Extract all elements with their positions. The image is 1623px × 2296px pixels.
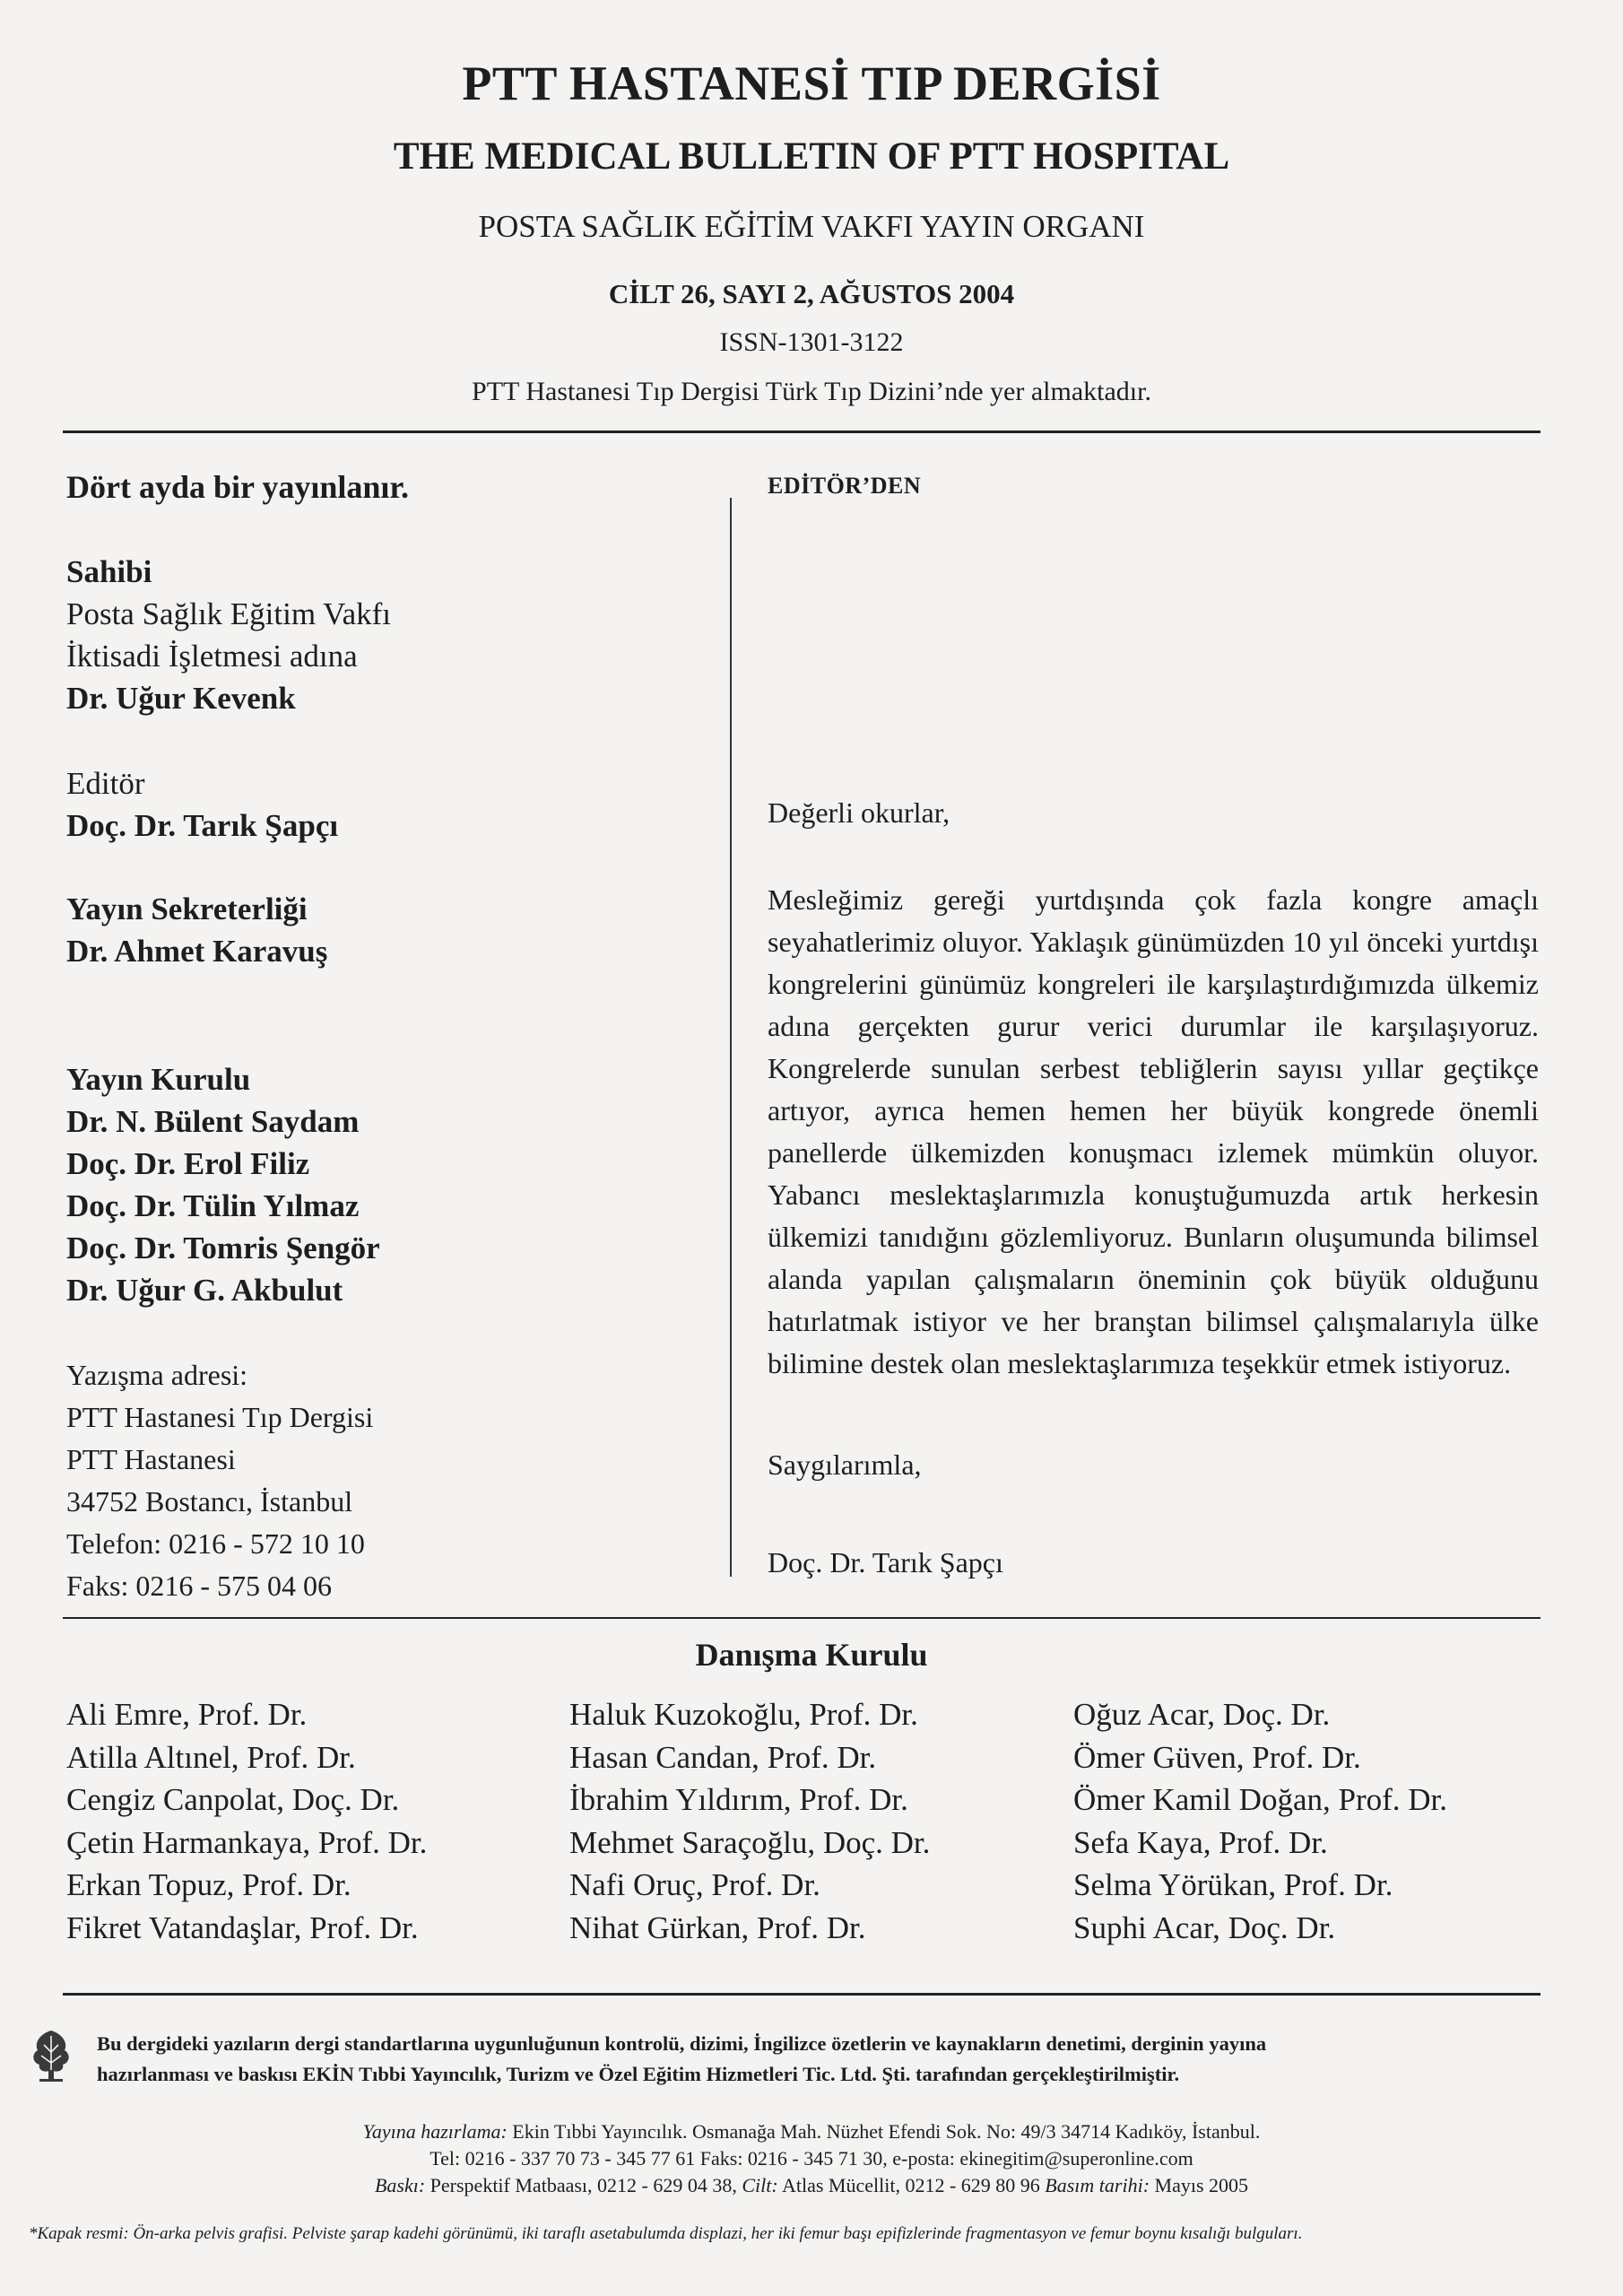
address-heading: Yazışma adresi: <box>66 1359 248 1391</box>
board-member: Doç. Dr. Erol Filiz <box>66 1146 310 1181</box>
advisor-entry: Selma Yörükan, Prof. Dr. <box>1073 1867 1393 1902</box>
bind-label: Cilt: <box>742 2174 778 2196</box>
publisher-tree-logo-icon <box>27 2027 75 2084</box>
advisor-entry: Çetin Harmankaya, Prof. Dr. <box>66 1824 428 1860</box>
advisor-entry: Nafi Oruç, Prof. Dr. <box>569 1867 820 1902</box>
owner-block <box>66 551 712 719</box>
advisor-entry: Ömer Kamil Doğan, Prof. Dr. <box>1073 1782 1448 1817</box>
header-divider <box>63 430 1541 433</box>
owner-name: Dr. Uğur Kevenk <box>66 681 296 716</box>
editorial-greeting: Değerli okurlar, <box>768 796 950 829</box>
journal-title-tr: PTT HASTANESİ TIP DERGİSİ <box>462 57 1161 110</box>
publisher-note-line: Bu dergideki yazıların dergi standartlarına uygunluğunun kontrolü, dizimi, İngilizce özetlerin ve kaynakların denetimi, derginin yayına <box>97 2032 1267 2055</box>
advisory-board-title: Danışma Kurulu <box>695 1637 928 1673</box>
footer-divider <box>63 1993 1541 1996</box>
address-fax: Faks: 0216 - 575 04 06 <box>66 1570 332 1602</box>
publisher-note-line: hazırlanması ve baskısı EKİN Tıbbi Yayıncılık, Turizm ve Özel Eğitim Hizmetleri Tic. Ltd. Şti. tarafından gerçekleştirilmiştir. <box>97 2063 1180 2085</box>
bind-value: Atlas Mücellit, 0212 - 629 80 96 <box>781 2174 1040 2196</box>
advisory-column-3 <box>1073 1693 1447 1949</box>
issn: ISSN-1301-3122 <box>719 327 904 357</box>
address-line: PTT Hastanesi Tıp Dergisi <box>66 1401 374 1433</box>
advisor-entry: Cengiz Canpolat, Doç. Dr. <box>66 1782 400 1817</box>
secretariat-block <box>66 888 712 972</box>
advisor-entry: Erkan Topuz, Prof. Dr. <box>66 1867 352 1902</box>
address-phone: Telefon: 0216 - 572 10 10 <box>66 1527 365 1560</box>
editor-block <box>66 762 712 847</box>
print-credit <box>0 2172 1623 2199</box>
publishing-organ: POSTA SAĞLIK EĞİTİM VAKFI YAYIN ORGANI <box>478 209 1145 244</box>
prep-credit <box>0 2118 1623 2145</box>
advisor-entry: Sefa Kaya, Prof. Dr. <box>1073 1824 1328 1860</box>
advisor-entry: Nihat Gürkan, Prof. Dr. <box>569 1909 866 1945</box>
publication-frequency: Dört ayda bir yayınlanır. <box>66 469 410 505</box>
column-divider <box>730 498 732 1577</box>
print-value: Perspektif Matbaası, 0212 - 629 04 38, <box>430 2174 737 2196</box>
date-label: Basım tarihi: <box>1045 2174 1150 2196</box>
address-line: PTT Hastanesi <box>66 1443 236 1475</box>
production-credits <box>0 2118 1623 2199</box>
editorial-board-block <box>66 1058 712 1311</box>
editorial-signature: Doç. Dr. Tarık Şapçı <box>768 1546 1003 1578</box>
issue-info: CİLT 26, SAYI 2, AĞUSTOS 2004 <box>608 278 1015 309</box>
correspondence-address <box>66 1354 712 1607</box>
advisor-entry: Mehmet Saraçoğlu, Doç. Dr. <box>569 1824 931 1860</box>
address-line: 34752 Bostancı, İstanbul <box>66 1485 353 1518</box>
advisor-entry: Fikret Vatandaşlar, Prof. Dr. <box>66 1909 419 1945</box>
board-member: Dr. Uğur G. Akbulut <box>66 1273 343 1308</box>
owner-line: Posta Sağlık Eğitim Vakfı <box>66 596 391 631</box>
editorial-body: Mesleğimiz gereği yurtdışında çok fazla kongre amaçlı seyahatlerimiz oluyor. Yaklaşık günümüzden 10 yıl önceki yurtdışı kongrelerini günümüz kongreleri ile karşılaştırdığımızda ülkemiz adına gerçekten gurur verici durumlar ile karşılaşıyoruz. Kongrelerde sunulan serbest tebliğlerin sayısı yıllar geçtikçe artıyor, ayrıca hemen hemen her büyük kongrede önemli panellerde ülkemizden konuşmacı izlemek mümkün oluyor. Yabancı meslektaşlarımızla konuştuğumuzda artık herkesin ülkemizi tanıdığını gözlemliyoruz. Bunların oluşumunda bilimsel alanda yapılan çalışmaların öneminin çok büyük olduğunu hatırlatmak istiyor ve her branştan bilimsel çalışmalarıyla ülke bilimine destek olan meslektaşlarımıza teşekkür etmek istiyoruz. <box>768 883 1539 1379</box>
advisory-column-1 <box>66 1693 427 1949</box>
editorial-heading: EDİTÖR’DEN <box>768 473 922 499</box>
advisor-entry: Oğuz Acar, Doç. Dr. <box>1073 1697 1331 1732</box>
advisory-divider <box>63 1617 1541 1619</box>
board-member: Dr. N. Bülent Saydam <box>66 1104 360 1139</box>
advisor-entry: Ali Emre, Prof. Dr. <box>66 1697 308 1732</box>
advisor-entry: Ömer Güven, Prof. Dr. <box>1073 1739 1361 1775</box>
board-member: Doç. Dr. Tomris Şengör <box>66 1231 380 1265</box>
owner-line: İktisadi İşletmesi adına <box>66 639 358 674</box>
publisher-note <box>97 2029 1532 2090</box>
advisor-entry: İbrahim Yıldırım, Prof. Dr. <box>569 1782 908 1817</box>
board-member: Doç. Dr. Tülin Yılmaz <box>66 1188 360 1223</box>
owner-heading: Sahibi <box>66 554 152 589</box>
advisory-column-2 <box>569 1693 930 1949</box>
advisor-entry: Haluk Kuzokoğlu, Prof. Dr. <box>569 1697 918 1732</box>
secretariat-name: Dr. Ahmet Karavuş <box>66 934 328 969</box>
secretariat-heading: Yayın Sekreterliği <box>66 891 308 926</box>
cover-image-caption: *Kapak resmi: Ön-arka pelvis grafisi. Pelviste şarap kadehi görünümü, iki taraflı asetabulumda displazi, her iki femur başı epifizlerinde fragmentasyon ve femur boynu kısalığı bulguları. <box>29 2224 1303 2243</box>
advisor-entry: Suphi Acar, Doç. Dr. <box>1073 1909 1336 1945</box>
prep-value: Ekin Tıbbi Yayıncılık. Osmanağa Mah. Nüzhet Efendi Sok. No: 49/3 34714 Kadıköy, İstanbul. <box>512 2120 1261 2143</box>
advisor-entry: Atilla Altınel, Prof. Dr. <box>66 1739 356 1775</box>
editorial-closing: Saygılarımla, <box>768 1448 922 1481</box>
editorial-board-heading: Yayın Kurulu <box>66 1062 251 1097</box>
journal-title-en: THE MEDICAL BULLETIN OF PTT HOSPITAL <box>393 135 1230 178</box>
index-note: PTT Hastanesi Tıp Dergisi Türk Tıp Dizini’nde yer almaktadır. <box>472 377 1151 406</box>
contact-line: Tel: 0216 - 337 70 73 - 345 77 61 Faks: 0216 - 345 71 30, e-posta: ekinegitim@superonline.com <box>430 2147 1193 2170</box>
editor-name: Doç. Dr. Tarık Şapçı <box>66 808 339 843</box>
editor-heading: Editör <box>66 766 145 801</box>
print-label: Baskı: <box>374 2174 426 2196</box>
date-value: Mayıs 2005 <box>1154 2174 1249 2196</box>
prep-label: Yayına hazırlama: <box>362 2120 508 2143</box>
advisor-entry: Hasan Candan, Prof. Dr. <box>569 1739 877 1775</box>
